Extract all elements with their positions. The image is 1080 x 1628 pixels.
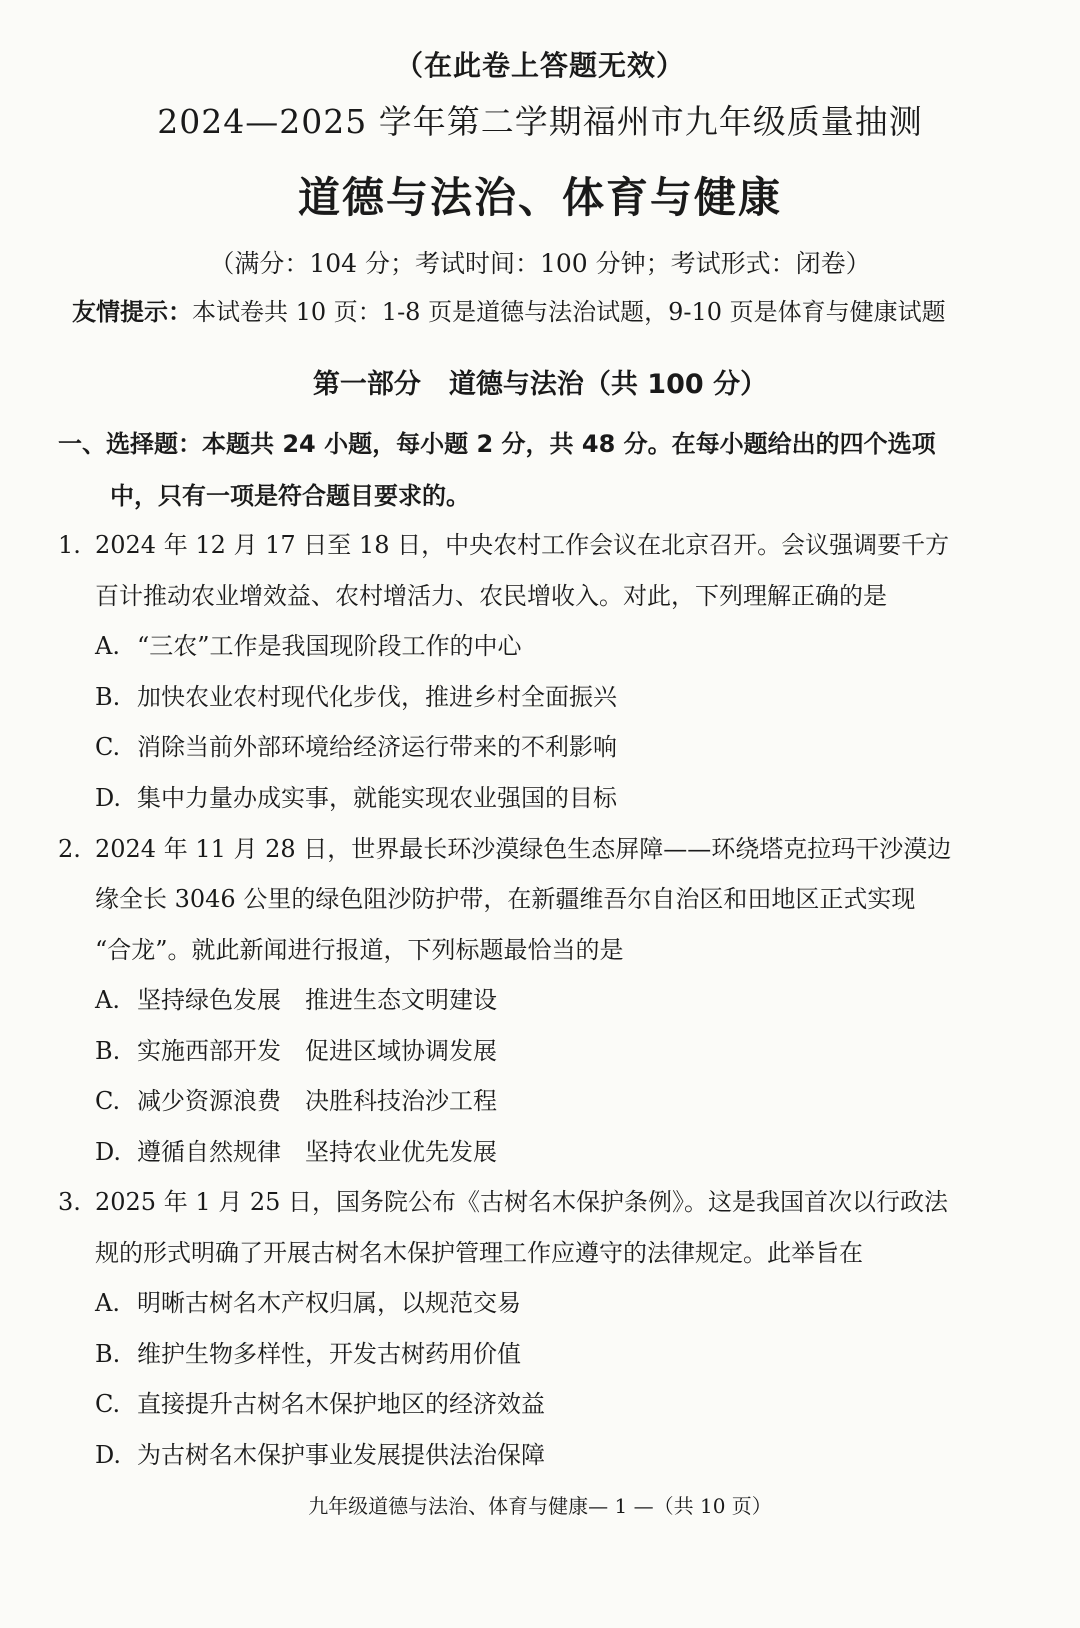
question-number: 1. <box>58 531 81 559</box>
page-footer: 九年级道德与法治、体育与健康— 1 —（共 10 页） <box>308 1494 772 1518</box>
tip-label: 友情提示： <box>72 298 192 326</box>
part-title: 道德与法治（共 100 分） <box>448 369 768 400</box>
part-heading <box>0 362 1080 401</box>
part-label: 第一部分 <box>312 369 421 400</box>
question-stem-cont: 缘全长 3046 公里的绿色阻沙防护带，在新疆维吾尔自治区和田地区正式实现 <box>95 885 916 913</box>
question-stem: 1. 2024 年 12 月 17 日至 18 日，中央农村工作会议在北京召开。会议强调要千方 <box>58 531 950 559</box>
option-c: C. 直接提升古树名木保护地区的经济效益 <box>95 1390 545 1418</box>
question-stem-cont: 规的形式明确了开展古树名木保护管理工作应遵守的法律规定。此举旨在 <box>95 1239 863 1267</box>
question-number: 3. <box>58 1188 81 1216</box>
section-title-line1: 一、选择题：本题共 24 小题，每小题 2 分，共 48 分。在每小题给出的四个选项 <box>58 430 936 458</box>
option-a: A. 坚持绿色发展 推进生态文明建设 <box>95 986 497 1014</box>
option-d: D. 为古树名木保护事业发展提供法治保障 <box>95 1441 545 1469</box>
tip-text: 本试卷共 10 页：1-8 页是道德与法治试题，9-10 页是体育与健康试题 <box>192 298 946 326</box>
question-number: 2. <box>58 835 81 863</box>
section-title-line2: 中，只有一项是符合题目要求的。 <box>110 482 470 510</box>
option-b: B. 维护生物多样性，开发古树药用价值 <box>95 1340 521 1368</box>
answer-invalid-notice: （在此卷上答题无效） <box>394 49 685 82</box>
question-stem: 2. 2024 年 11 月 28 日，世界最长环沙漠绿色生态屏障——环绕塔克拉玛干沙漠边 <box>58 835 952 863</box>
subject-title: 道德与法治、体育与健康 <box>297 173 782 222</box>
option-b: B. 加快农业农村现代化步伐，推进乡村全面振兴 <box>95 683 617 711</box>
friendly-tip <box>72 292 946 327</box>
option-c: C. 减少资源浪费 决胜科技治沙工程 <box>95 1087 497 1115</box>
option-b: B. 实施西部开发 促进区域协调发展 <box>95 1037 497 1065</box>
exam-info: （满分：104 分；考试时间：100 分钟；考试形式：闭卷） <box>209 249 871 278</box>
exam-title: 2024—2025 学年第二学期福州市九年级质量抽测 <box>157 102 923 141</box>
question-stem: 3. 2025 年 1 月 25 日，国务院公布《古树名木保护条例》。这是我国首次以行政法 <box>58 1188 949 1216</box>
option-a: A. 明晰古树名木产权归属，以规范交易 <box>95 1289 521 1317</box>
question-stem-cont: “合龙”。就此新闻进行报道，下列标题最恰当的是 <box>95 936 624 964</box>
question-stem-cont: 百计推动农业增效益、农村增活力、农民增收入。对此，下列理解正确的是 <box>95 582 887 610</box>
option-d: D. 遵循自然规律 坚持农业优先发展 <box>95 1138 497 1166</box>
option-c: C. 消除当前外部环境给经济运行带来的不利影响 <box>95 733 617 761</box>
option-d: D. 集中力量办成实事，就能实现农业强国的目标 <box>95 784 617 812</box>
option-a: A. “三农”工作是我国现阶段工作的中心 <box>95 632 522 660</box>
